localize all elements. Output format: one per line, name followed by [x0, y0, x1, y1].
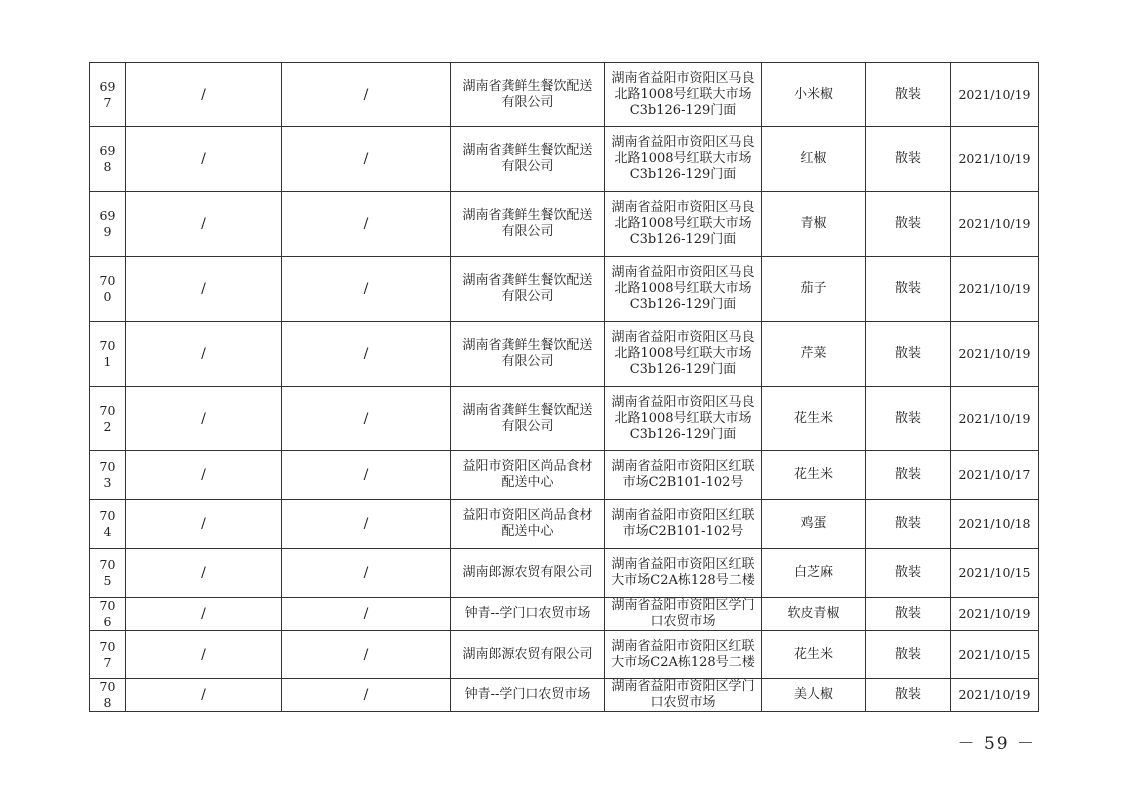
- cell-date: 2021/10/19: [951, 127, 1039, 192]
- cell-empty-slash: /: [126, 63, 282, 127]
- cell-serial-number: 699: [90, 192, 126, 257]
- cell-empty-slash: /: [126, 387, 282, 451]
- cell-empty-slash: /: [282, 451, 451, 500]
- cell-company-name: 湖南省龚鲜生餐饮配送有限公司: [451, 192, 605, 257]
- table-row: [90, 500, 1039, 549]
- cell-empty-slash: /: [126, 127, 282, 192]
- cell-date: 2021/10/19: [951, 192, 1039, 257]
- cell-company-address: 湖南省益阳市资阳区学门口农贸市场: [605, 598, 762, 631]
- cell-product-name: 芹菜: [762, 322, 866, 387]
- cell-packaging: 散装: [866, 631, 951, 679]
- cell-empty-slash: /: [282, 598, 451, 631]
- cell-serial-number: 706: [90, 598, 126, 631]
- cell-product-name: 红椒: [762, 127, 866, 192]
- table-row: [90, 631, 1039, 679]
- cell-date: 2021/10/19: [951, 63, 1039, 127]
- cell-company-name: 钟青--学门口农贸市场: [451, 598, 605, 631]
- table-row: [90, 387, 1039, 451]
- cell-date: 2021/10/19: [951, 387, 1039, 451]
- cell-company-name: 湖南郎源农贸有限公司: [451, 549, 605, 598]
- cell-empty-slash: /: [282, 387, 451, 451]
- table-row: [90, 451, 1039, 500]
- cell-packaging: 散装: [866, 500, 951, 549]
- cell-company-name: 益阳市资阳区尚品食材配送中心: [451, 451, 605, 500]
- cell-product-name: 花生米: [762, 387, 866, 451]
- cell-product-name: 青椒: [762, 192, 866, 257]
- cell-empty-slash: /: [282, 192, 451, 257]
- cell-date: 2021/10/15: [951, 631, 1039, 679]
- cell-packaging: 散装: [866, 549, 951, 598]
- table-row: [90, 257, 1039, 322]
- cell-date: 2021/10/15: [951, 549, 1039, 598]
- cell-date: 2021/10/18: [951, 500, 1039, 549]
- sampling-table: [89, 62, 1039, 712]
- cell-company-address: 湖南省益阳市资阳区马良北路1008号红联大市场C3b126-129门面: [605, 63, 762, 127]
- cell-packaging: 散装: [866, 322, 951, 387]
- cell-empty-slash: /: [126, 500, 282, 549]
- table-row: [90, 598, 1039, 631]
- cell-product-name: 小米椒: [762, 63, 866, 127]
- cell-date: 2021/10/19: [951, 322, 1039, 387]
- cell-company-address: 湖南省益阳市资阳区马良北路1008号红联大市场C3b126-129门面: [605, 127, 762, 192]
- cell-empty-slash: /: [282, 500, 451, 549]
- table-row: [90, 192, 1039, 257]
- cell-serial-number: 704: [90, 500, 126, 549]
- table-row: [90, 679, 1039, 712]
- cell-packaging: 散装: [866, 598, 951, 631]
- cell-serial-number: 701: [90, 322, 126, 387]
- cell-empty-slash: /: [126, 598, 282, 631]
- cell-company-name: 湖南省龚鲜生餐饮配送有限公司: [451, 387, 605, 451]
- cell-serial-number: 708: [90, 679, 126, 712]
- cell-empty-slash: /: [282, 257, 451, 322]
- cell-empty-slash: /: [126, 679, 282, 712]
- cell-serial-number: 698: [90, 127, 126, 192]
- table-body: [90, 63, 1039, 712]
- cell-packaging: 散装: [866, 192, 951, 257]
- cell-company-address: 湖南省益阳市资阳区马良北路1008号红联大市场C3b126-129门面: [605, 387, 762, 451]
- table-row: [90, 549, 1039, 598]
- cell-packaging: 散装: [866, 679, 951, 712]
- cell-serial-number: 700: [90, 257, 126, 322]
- cell-serial-number: 705: [90, 549, 126, 598]
- cell-packaging: 散装: [866, 127, 951, 192]
- cell-company-address: 湖南省益阳市资阳区红联大市场C2A栋128号二楼: [605, 549, 762, 598]
- cell-date: 2021/10/19: [951, 257, 1039, 322]
- cell-company-name: 湖南省龚鲜生餐饮配送有限公司: [451, 322, 605, 387]
- cell-empty-slash: /: [282, 63, 451, 127]
- cell-product-name: 花生米: [762, 451, 866, 500]
- cell-packaging: 散装: [866, 451, 951, 500]
- cell-empty-slash: /: [126, 631, 282, 679]
- cell-company-name: 湖南省龚鲜生餐饮配送有限公司: [451, 257, 605, 322]
- cell-date: 2021/10/19: [951, 598, 1039, 631]
- cell-company-name: 湖南省龚鲜生餐饮配送有限公司: [451, 127, 605, 192]
- cell-product-name: 美人椒: [762, 679, 866, 712]
- cell-empty-slash: /: [126, 322, 282, 387]
- cell-packaging: 散装: [866, 63, 951, 127]
- cell-product-name: 白芝麻: [762, 549, 866, 598]
- cell-company-address: 湖南省益阳市资阳区学门口农贸市场: [605, 679, 762, 712]
- cell-serial-number: 703: [90, 451, 126, 500]
- cell-product-name: 花生米: [762, 631, 866, 679]
- cell-serial-number: 707: [90, 631, 126, 679]
- page-number: － 59 －: [957, 734, 1036, 754]
- cell-company-name: 湖南省龚鲜生餐饮配送有限公司: [451, 63, 605, 127]
- cell-company-name: 益阳市资阳区尚品食材配送中心: [451, 500, 605, 549]
- cell-packaging: 散装: [866, 387, 951, 451]
- cell-packaging: 散装: [866, 257, 951, 322]
- cell-serial-number: 697: [90, 63, 126, 127]
- cell-company-address: 湖南省益阳市资阳区红联市场C2B101-102号: [605, 451, 762, 500]
- cell-empty-slash: /: [282, 549, 451, 598]
- cell-company-address: 湖南省益阳市资阳区马良北路1008号红联大市场C3b126-129门面: [605, 322, 762, 387]
- cell-company-address: 湖南省益阳市资阳区马良北路1008号红联大市场C3b126-129门面: [605, 192, 762, 257]
- cell-empty-slash: /: [282, 631, 451, 679]
- cell-date: 2021/10/19: [951, 679, 1039, 712]
- cell-empty-slash: /: [282, 679, 451, 712]
- cell-company-address: 湖南省益阳市资阳区马良北路1008号红联大市场C3b126-129门面: [605, 257, 762, 322]
- cell-empty-slash: /: [282, 322, 451, 387]
- cell-empty-slash: /: [126, 451, 282, 500]
- table-row: [90, 63, 1039, 127]
- cell-empty-slash: /: [282, 127, 451, 192]
- cell-date: 2021/10/17: [951, 451, 1039, 500]
- cell-company-name: 湖南郎源农贸有限公司: [451, 631, 605, 679]
- cell-company-name: 钟青--学门口农贸市场: [451, 679, 605, 712]
- cell-empty-slash: /: [126, 257, 282, 322]
- cell-empty-slash: /: [126, 549, 282, 598]
- cell-empty-slash: /: [126, 192, 282, 257]
- cell-product-name: 软皮青椒: [762, 598, 866, 631]
- table-row: [90, 127, 1039, 192]
- table-row: [90, 322, 1039, 387]
- cell-serial-number: 702: [90, 387, 126, 451]
- cell-product-name: 茄子: [762, 257, 866, 322]
- cell-company-address: 湖南省益阳市资阳区红联大市场C2A栋128号二楼: [605, 631, 762, 679]
- cell-company-address: 湖南省益阳市资阳区红联市场C2B101-102号: [605, 500, 762, 549]
- cell-product-name: 鸡蛋: [762, 500, 866, 549]
